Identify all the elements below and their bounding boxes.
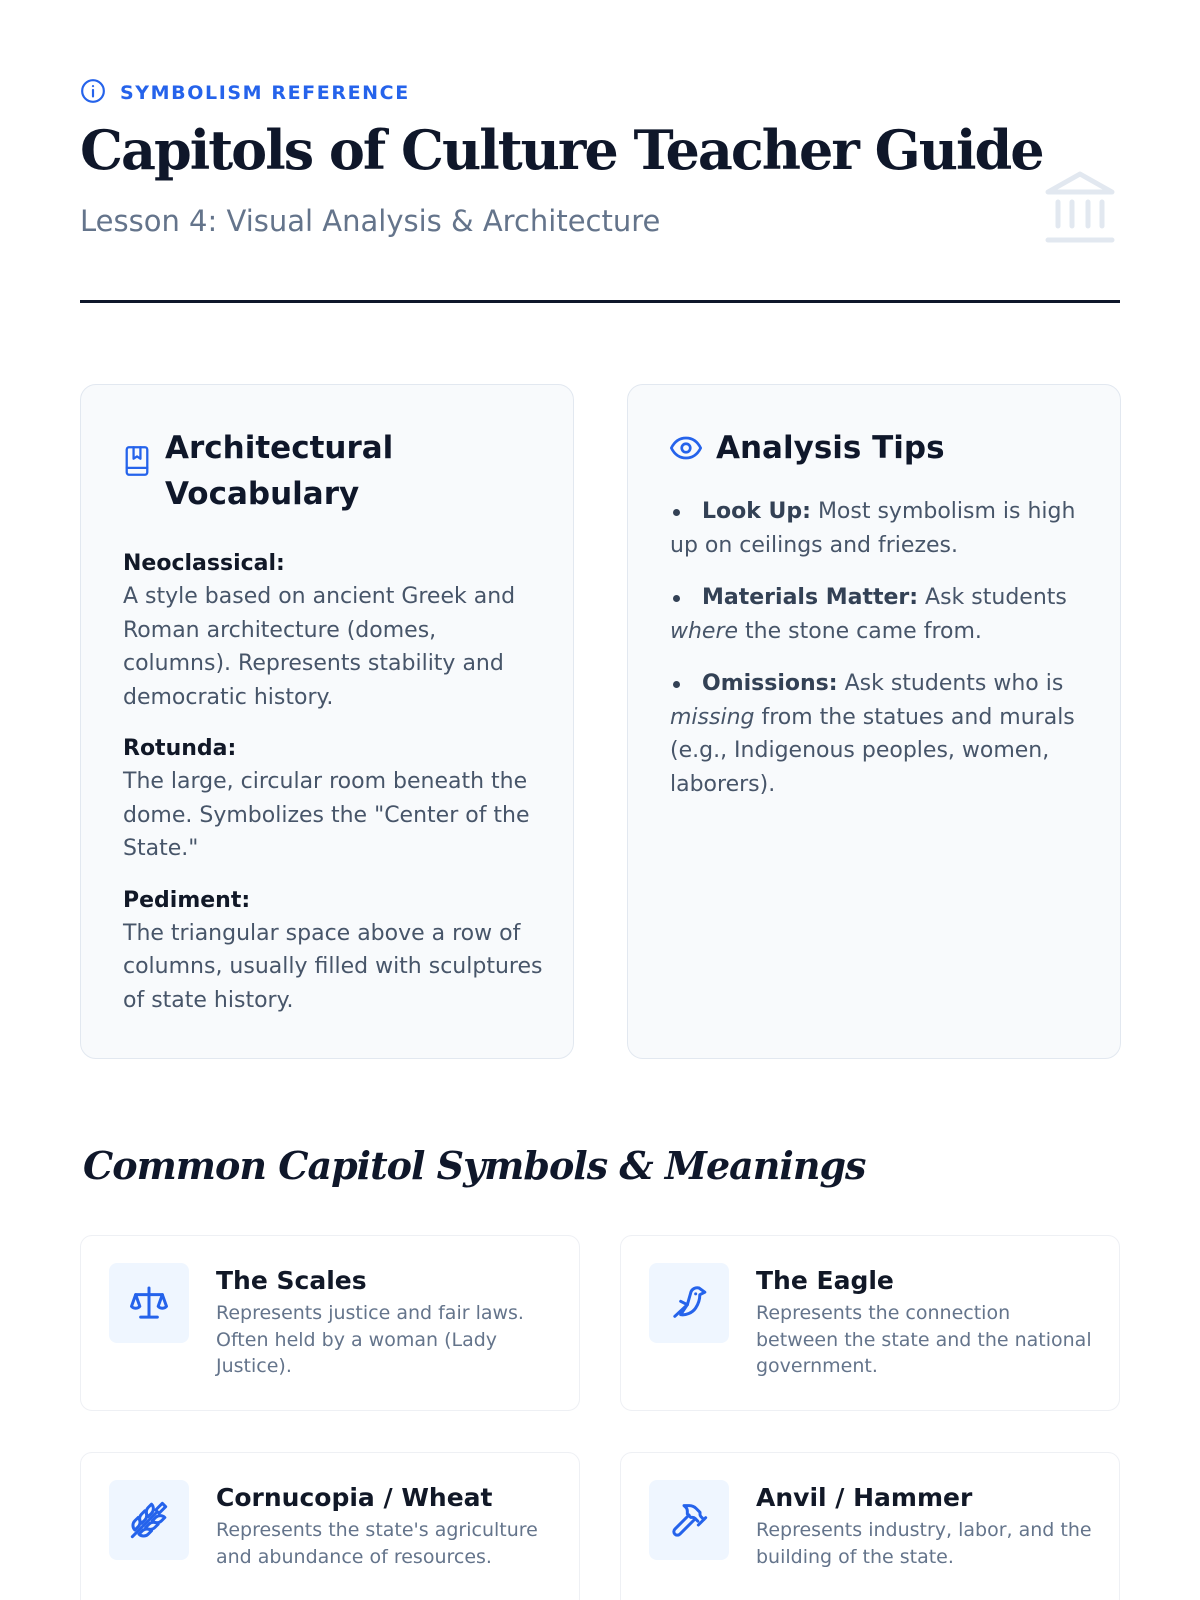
vocabulary-term [123,884,543,1018]
vocabulary-card [80,384,574,1059]
symbol-card-scales [80,1235,580,1411]
analysis-tips-card-header [670,425,945,471]
analysis-tips-card-title: Analysis Tips [716,430,945,466]
tip-emphasis: missing [670,704,755,730]
analysis-tips-list [670,495,1090,820]
book-icon [123,445,151,482]
symbol-text [756,1481,1096,1570]
tip-text: Ask students who is [837,671,1064,696]
page-subtitle: Lesson 4: Visual Analysis & Architecture [80,204,661,238]
symbol-text [756,1264,1096,1380]
eye-icon [670,432,702,469]
term-definition: The large, circular room beneath the dome. Symbolizes the "Center of the State." [123,769,530,861]
vocabulary-list [123,547,543,1035]
analysis-tips-card [627,384,1121,1059]
symbol-card-eagle [620,1235,1120,1411]
tip-text-end: from the statues and murals (e.g., Indigenous peoples, women, laborers). [670,704,1075,797]
symbols-section-title: Common Capitol Symbols & Meanings [83,1143,866,1188]
symbol-description: Represents the state's agriculture and abundance of resources. [216,1519,538,1568]
list-item [670,581,1090,648]
info-icon [80,78,106,109]
wheat-icon [109,1480,189,1560]
term-definition: The triangular space above a row of columns, usually filled with sculptures of state history. [123,920,543,1013]
tip-label: Look Up: [702,499,811,524]
scales-icon [109,1263,189,1343]
symbol-name: Anvil / Hammer [756,1483,973,1512]
vocabulary-term [123,547,543,714]
symbol-name: The Scales [216,1266,367,1295]
tip-text: Ask students [918,585,1067,610]
hammer-icon [649,1480,729,1560]
list-item [670,495,1090,562]
eyebrow-label: SYMBOLISM REFERENCE [120,82,410,104]
vocabulary-card-header [123,425,485,517]
tip-text: Most symbolism is high up on ceilings and friezes. [670,499,1076,558]
symbol-description: Represents industry, labor, and the building of the state. [756,1519,1092,1568]
symbol-description: Represents justice and fair laws. Often held by a woman (Lady Justice). [216,1302,524,1377]
tip-label: Materials Matter: [702,585,919,610]
header-divider [80,300,1120,303]
symbol-name: The Eagle [756,1266,894,1295]
vocabulary-term [123,732,543,866]
symbol-name: Cornucopia / Wheat [216,1483,493,1512]
term-name: Neoclassical: [123,551,285,576]
capitol-building-icon [1044,168,1116,246]
symbol-text [216,1264,556,1380]
vocabulary-card-title: Architectural Vocabulary [165,430,394,512]
term-name: Pediment: [123,887,251,913]
tip-label: Omissions: [702,671,838,696]
symbol-text [216,1481,556,1570]
tip-text-end: the stone came from. [738,618,982,644]
page-title: Capitols of Culture Teacher Guide [80,118,1043,182]
eagle-icon [649,1263,729,1343]
symbol-card-anvil-hammer [620,1452,1120,1600]
symbol-description: Represents the connection between the state and the national government. [756,1302,1092,1377]
term-definition: A style based on ancient Greek and Roman architecture (domes, columns). Represents stability and democratic history. [123,584,516,710]
list-item [670,667,1090,801]
term-name: Rotunda: [123,736,237,761]
eyebrow [80,79,410,107]
symbol-card-wheat [80,1452,580,1600]
tip-emphasis: where [670,618,739,644]
